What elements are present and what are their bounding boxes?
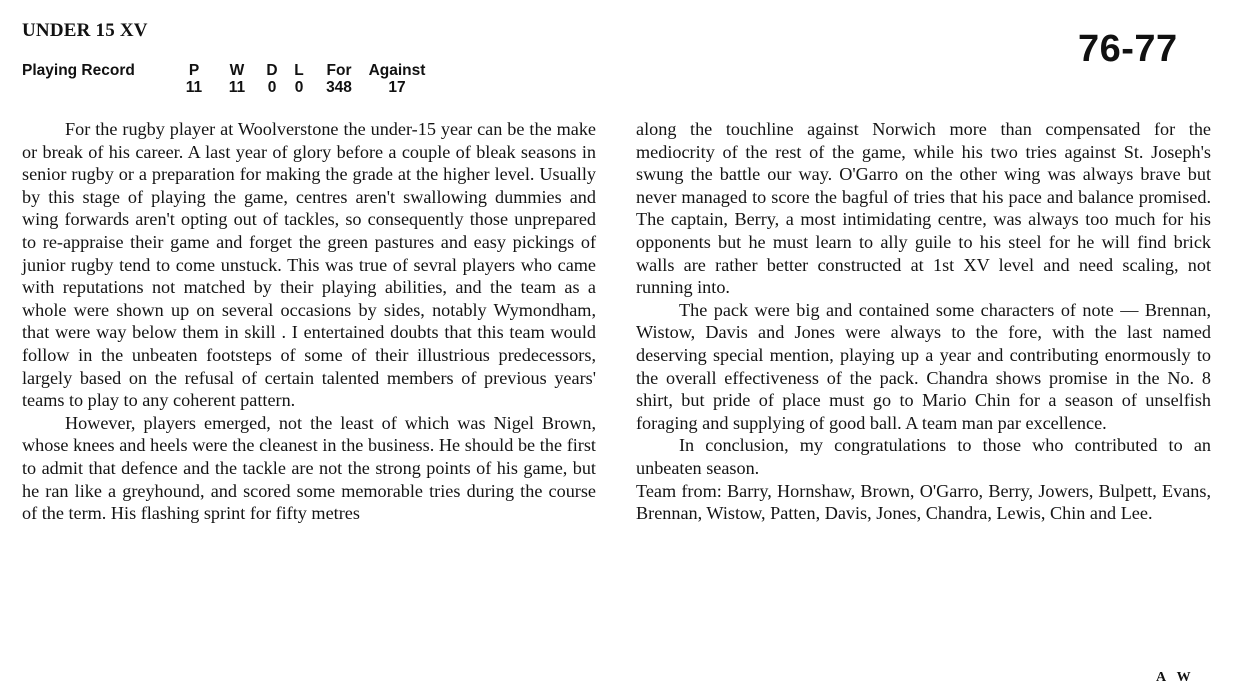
record-value: 11 (228, 79, 246, 96)
article-paragraph: For the rugby player at Woolverstone the under-15 year can be the make or break of his career. A last year of glory before a couple of bleak seasons in senior rugby or a preparation for making the grade at the higher level. Usually by this stage of playing the game, centres aren't swallowing dummies and wing forwards aren't opting out of tackles, so consequently those unprepared to re-appraise their game and forget the green pastures and easy pickings of junior rugby tend to come unstuck. This was true of sevral players who came with reputations not matched by their playing abilities, and the team as a whole were shown up on several occasions by sides, notably Wymondham, that were way below them in skill . I entertained doubts that this team would follow in the unbeaten footsteps of some of their illustrious predecessors, largely based on the refusal of certain talented members of previous years' teams to play to any coherent pattern. (22, 119, 596, 411)
record-header: W (229, 62, 245, 79)
record-header: P (188, 62, 200, 79)
playing-record-label: Playing Record (22, 62, 135, 79)
record-value: 348 (326, 79, 352, 96)
article-left-column (22, 118, 596, 525)
record-header: Against (368, 62, 426, 79)
record-value: 0 (294, 79, 304, 96)
article-right-column (636, 118, 1211, 525)
article-paragraph: along the touchline against Norwich more than compensated for the mediocrity of the rest of the game, while his two tries against St. Joseph's swung the battle our way. O'Garro on the other wing was always brave but never managed to score the bagful of tries that his pace and balance promised. The captain, Berry, a most intimidating centre, was always too much for his opponents but he must learn to ally guile to his steel for he will find brick walls are rather better constructed at 1st XV level and need scaling, not running into. (636, 119, 1211, 298)
record-value: 17 (388, 79, 406, 96)
record-points-against (367, 62, 427, 96)
record-value: 0 (267, 79, 277, 96)
record-header: L (294, 62, 304, 79)
season-label: 76-77 (1078, 28, 1178, 70)
record-value: 11 (185, 79, 203, 96)
section-title: UNDER 15 XV (22, 20, 148, 41)
article-paragraph: The pack were big and contained some characters of note — Brennan, Wistow, Davis and Jones were always to the fore, with the last named deserving special mention, playing up a year and contributing enormously to the overall effectiveness of the pack. Chandra shows promise in the No. 8 shirt, but pride of place must go to Mario Chin for a season of unselfish foraging and supplying of good ball. A team man par excellence. (636, 299, 1211, 433)
record-header: For (326, 62, 352, 79)
article-paragraph: In conclusion, my congratulations to those who contributed to an unbeaten season. (636, 435, 1211, 478)
article-paragraph: However, players emerged, not the least of which was Nigel Brown, whose knees and heels were the cleanest in the business. He should be the first to admit that defence and the tackle are not the strong points of his game, but he ran like a greyhound, and scored some memorable tries during the course of the term. His flashing sprint for fifty metres (22, 412, 596, 524)
record-header: D (266, 62, 278, 79)
team-list: Team from: Barry, Hornshaw, Brown, O'Garro, Berry, Jowers, Bulpett, Evans, Brennan, Wistow, Patten, Davis, Jones, Chandra, Lewis, Chin and Lee. (636, 480, 1211, 524)
author-initials: A W (1156, 670, 1195, 685)
record-points-for (309, 62, 369, 96)
